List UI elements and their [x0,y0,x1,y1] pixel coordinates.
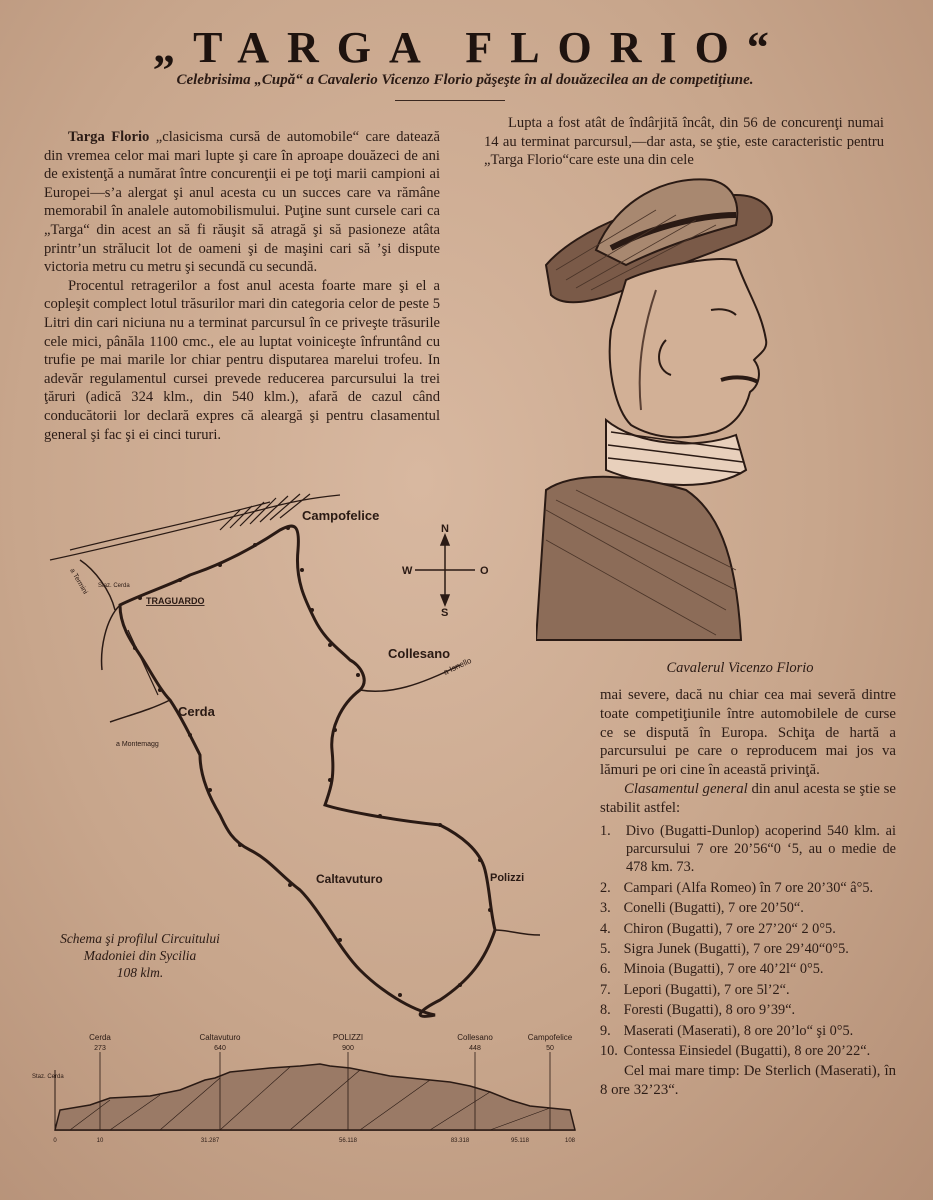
result-item [600,879,896,897]
profile-km-label: 10 [96,1138,104,1144]
result-rank: 2. [600,879,611,896]
right-column-bottom [600,686,896,1100]
result-rank: 9. [600,1022,611,1039]
result-text: Maserati (Maserati), 8 ore 20’lo“ şi 0°5. [620,1022,854,1039]
result-item [600,1001,896,1019]
place-cerda: Cerda [178,704,215,719]
compass-w-label: W [402,565,413,577]
profile-town-name: POLIZZI [332,1033,364,1042]
result-rank: 3. [600,900,611,917]
closing-line: Cel mai mare timp: De Sterlich (Maserati), în 8 ore 32’23“. [600,1063,896,1099]
compass-o-label: O [480,565,489,577]
article-subtitle: Celebrisima „Cupă“ a Cavalerio Vicenzo Florio păşeşte în al douăzecilea an de competiţiune. [176,72,754,88]
result-text: Divo (Bugatti-Dunlop) acoperind 540 klm. ai parcursului 7 ore 20’56“0 ‘5, au o medie de 478 km. 73. [620,822,896,876]
profile-town-name: Campofelice [527,1033,573,1042]
map-caption-line-2: Madoniei din Sycilia [83,948,197,963]
profile-km-label: 0 [53,1138,57,1144]
profile-km-label: 95.118 [511,1138,529,1144]
map-caption [30,930,250,981]
classification-intro-text: din anul acesta se ştie se stabilit astfel: [600,780,896,816]
portrait-caption: Cavalerul Vicenzo Florio [666,660,814,676]
result-item [600,981,896,999]
classification-intro [600,780,896,818]
result-item [600,920,896,938]
profile-km-label: 83.318 [450,1138,470,1144]
label-stazione: Staz. Cerda [98,583,130,589]
result-rank: 5. [600,941,611,958]
profile-town-altitude: 448 [469,1045,481,1052]
elevation-profile [30,1030,590,1150]
paragraph-1 [44,128,440,277]
result-rank: 1. [600,822,611,839]
profile-km-label: 56.118 [339,1138,357,1144]
face-icon [610,259,767,437]
result-text: Campari (Alfa Romeo) în 7 ore 20’30“ â°5. [620,879,874,896]
result-text: Lepori (Bugatti), 7 ore 5l’2“. [620,981,790,998]
result-item [600,822,896,877]
result-text: Foresti (Bugatti), 8 oro 9’39“. [620,1002,796,1019]
label-isnello: a Isnello [442,656,473,677]
paragraph-3: Lupta a fost atât de îndârjită încât, din 56 de concurenţi numai 14 au terminat parcursul,—dar asta, se ştie, este caracteristic pentru „Targa Florio“care este una din cele [484,115,884,169]
result-text: Minoia (Bugatti), 7 ore 40’2l“ 0°5. [620,961,824,978]
profile-town-altitude: 273 [94,1045,106,1052]
result-item [600,940,896,958]
profile-town-name: Collesano [457,1033,493,1042]
label-termini: a Termini [68,567,89,596]
result-text: Chiron (Bugatti), 7 ore 27’20“ 2 0°5. [620,920,836,937]
result-rank: 10. [600,1043,618,1060]
profile-left-label: Staz. Cerda [32,1074,64,1080]
profile-km-axis [53,1138,575,1144]
result-rank: 7. [600,981,611,998]
map-caption-line-3: 108 klm. [116,965,164,980]
profile-km-label: 31.287 [200,1138,220,1144]
result-item [600,1022,896,1040]
result-item [600,960,896,978]
paragraph-1-text: „clasicisma cursă de automobile“ care datează din vremea celor mai mari lupte şi care în aproape douăzeci de ani de existenţă a numărat între concurenţii ei pe toţi marii campioni ai Europei—s’a alergat şi anul acesta cu un succes care va rămâne memorabil în analele automobilismului. Puţine sunt cursele cari ca „Targa“ din acest an să fi răuşit să atragă şi să pasioneze atâta printr’un strălucit lot de oameni şi de maşini cari să ’şi dispute victoria metru cu metru şi secundă cu secundă. [44,129,440,276]
profile-town-name: Cerda [89,1033,111,1042]
place-polizzi: Polizzi [490,872,525,884]
profile-area [55,1064,575,1130]
result-rank: 4. [600,920,611,937]
place-campofelice: Campofelice [302,508,380,523]
result-rank: 6. [600,961,611,978]
result-item [600,1042,896,1060]
result-text: Conelli (Bugatti), 7 ore 20’50“. [620,900,804,917]
left-column [44,128,440,444]
paragraph-2: Procentul retragerilor a fost anul acesta foarte mare şi el a copleşit complect lotul trăsurilor mari din categoria celor de peste 5 Litri din cari niciuna nu a terminat parcursul în ce priveşte trăsurile cele mici, pânăla 1100 cmc., ele au luptat voiniceşte înfruntând cu trufie pe mai marile lor chiar pentru disputarea marelui trofeu. In adevăr regulamentul cursei prevede reducerea parcursului la trei ţăruri (adică 324 klm., din 540 klm.), afară de cazul când conducătorii lor declară expres că aleargă şi pentru clasamentul general şi fac şi ei cinci tururi. [44,277,440,443]
title-divider [395,100,505,101]
place-caltavuturo: Caltavuturo [316,872,383,886]
paragraph-4: mai severe, dacă nu chiar cea mai severă dintre toate competiţiunile între automobilele de curse ce se dispută în Europa. Schiţa de hartă a parcursului pe care o reproducem mai jos va lămuri pe ori cine în această privinţă. [600,687,896,779]
result-text: Sigra Junek (Bugatti), 7 ore 29’40“0°5. [620,941,849,958]
profile-km-label: 108 [564,1138,576,1144]
result-text: Contessa Einsiedel (Bugatti), 8 ore 20’22“. [620,1043,871,1060]
compass-n-label: N [441,523,449,535]
right-column-top [484,114,884,170]
lead-name: Targa Florio [68,129,150,145]
compass-icon [415,535,475,605]
classification-title: Clasamentul general [624,780,748,797]
result-item [600,899,896,917]
label-montemaggiore: a Montemagg [116,741,159,748]
profile-town-altitude: 640 [214,1045,226,1052]
profile-town-altitude: 900 [342,1045,354,1052]
result-rank: 8. [600,1002,611,1019]
profile-town-altitude: 50 [546,1045,554,1052]
map-caption-line-1: Schema şi profilul Circuitului [60,931,220,946]
article-title: „TARGA FLORIO“ [153,23,787,72]
profile-town-name: Caltavuturo [199,1033,241,1042]
results-list [600,822,896,1061]
place-collesano: Collesano [388,646,451,661]
compass-s-label: S [441,607,449,619]
label-traguardo: TRAGUARDO [146,596,205,606]
